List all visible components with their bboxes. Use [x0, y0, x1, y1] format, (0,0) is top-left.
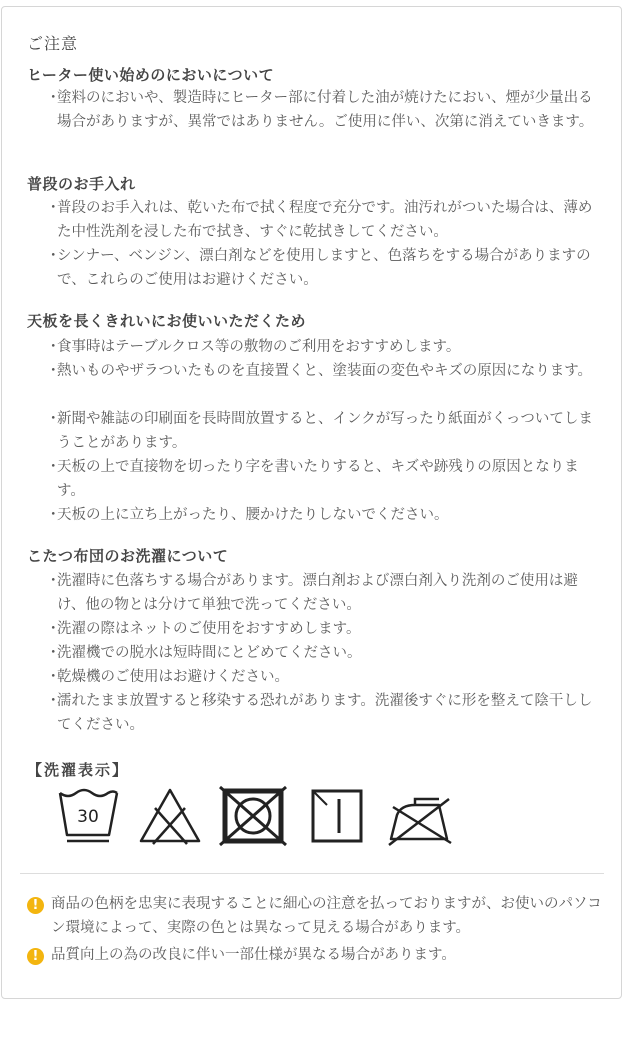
no-bleach-icon — [135, 785, 205, 847]
no-iron-icon — [383, 785, 457, 847]
bullet-dot: ・ — [46, 573, 61, 589]
bullet-dot: ・ — [46, 200, 61, 216]
bullet-dot: ・ — [46, 339, 61, 355]
note-item-color: ! 商品の色柄を忠実に表現することに細心の注意を払っておりますが、お使いのパソコン環境によって、実際の色とは異なって見える場合があります。 — [27, 892, 607, 940]
wash-label-heading: 【洗濯表示】 — [27, 761, 130, 779]
bullet-dot: ・ — [46, 669, 61, 685]
section-heading-futon-wash: こたつ布団のお洗濯について — [27, 547, 229, 565]
list-item: ・ 洗濯時に色落ちする場合があります。漂白剤および漂白剤入り洗剤のご使用は避け、他の物とは分けて単独で洗ってください。 — [46, 569, 606, 617]
list-item: ・ 天板の上に立ち上がったり、腰かけたりしないでください。 — [46, 503, 606, 527]
bullet-dot: ・ — [46, 693, 61, 709]
list-item: ・ 熱いものやザラついたものを直接置くと、塗装面の変色やキズの原因になります。 — [46, 359, 606, 383]
list-item: ・ 洗濯の際はネットのご使用をおすすめします。 — [46, 617, 606, 641]
note-item-spec: ! 品質向上の為の改良に伴い一部仕様が異なる場合があります。 — [27, 943, 607, 967]
list-item: ・ 食事時はテーブルクロス等の敷物のご利用をおすすめします。 — [46, 335, 606, 359]
warning-icon: ! — [27, 897, 44, 914]
wash-symbols — [55, 785, 465, 850]
wash-temperature: 30 — [77, 807, 99, 827]
list-item: ・ 新聞や雑誌の印刷面を長時間放置すると、インクが写ったり紙面がくっついてしまうことがあります。 — [46, 407, 606, 455]
list-item: ・ シンナー、ベンジン、漂白剤などを使用しますと、色落ちをする場合がありますので、これらのご使用はお避けください。 — [46, 244, 606, 292]
bullet-dot: ・ — [46, 411, 61, 427]
list-item: ・ 乾燥機のご使用はお避けください。 — [46, 665, 606, 689]
bullet-dot: ・ — [46, 459, 61, 475]
list-item: ・ 普段のお手入れは、乾いた布で拭く程度で充分です。油汚れがついた場合は、薄めた中性洗剤を浸した布で拭き、すぐに乾拭きしてください。 — [46, 196, 606, 244]
list-item: ・ 濡れたまま放置すると移染する恐れがあります。洗濯後すぐに形を整えて陰干ししてください。 — [46, 689, 606, 737]
section-heading-care: 普段のお手入れ — [27, 175, 136, 193]
warning-icon: ! — [27, 948, 44, 965]
bullet-dot: ・ — [46, 507, 61, 523]
section-heading-tabletop: 天板を長くきれいにお使いいただくため — [27, 312, 307, 330]
divider — [20, 873, 604, 874]
list-item: ・ 塗料のにおいや、製造時にヒーター部に付着した油が焼けたにおい、煙が少量出る場合がありますが、異常ではありません。ご使用に伴い、次第に消えていきます。 — [46, 86, 606, 134]
list-item: ・ 洗濯機での脱水は短時間にとどめてください。 — [46, 641, 606, 665]
bullet-dot: ・ — [46, 90, 61, 106]
page-title: ご注意 — [27, 34, 79, 53]
section-heading-heater-smell: ヒーター使い始めのにおいについて — [27, 66, 275, 84]
line-dry-shade-icon — [307, 785, 367, 847]
bullet-dot: ・ — [46, 621, 61, 637]
bullet-dot: ・ — [46, 363, 61, 379]
wash-tub-30-icon — [55, 785, 121, 847]
bullet-dot: ・ — [46, 645, 61, 661]
bullet-dot: ・ — [46, 248, 61, 264]
no-tumble-dry-icon — [217, 785, 289, 847]
list-item: ・ 天板の上で直接物を切ったり字を書いたりすると、キズや跡残りの原因となります。 — [46, 455, 606, 503]
